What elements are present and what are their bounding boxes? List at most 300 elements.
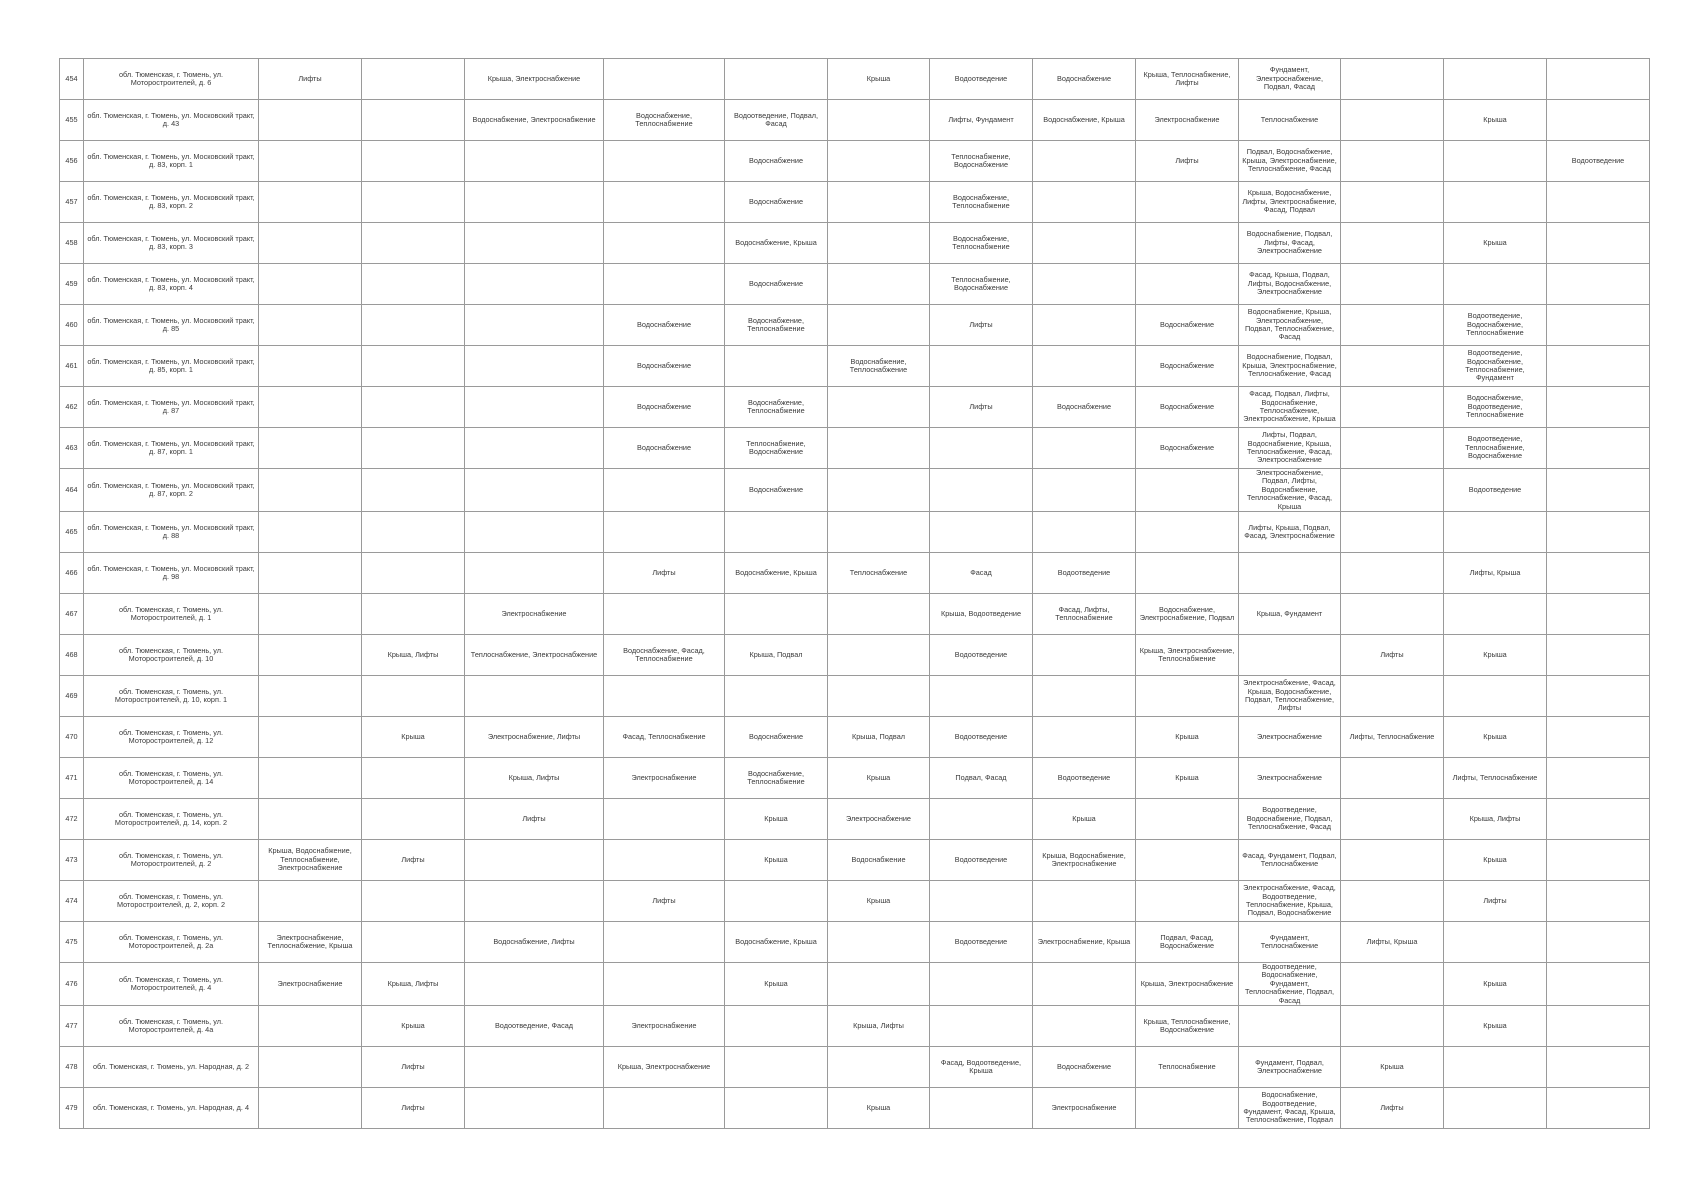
works-cell: Водоотведение [930,922,1033,963]
works-cell [1136,182,1239,223]
table-row [60,387,1650,428]
works-cell: Фасад, Подвал, Лифты, Водоснабжение, Теплоснабжение, Электроснабжение, Крыша [1239,387,1341,428]
works-cell [828,635,930,676]
works-cell [828,182,930,223]
works-cell [362,59,465,100]
works-cell: Электроснабжение [1239,758,1341,799]
works-cell [828,512,930,553]
works-cell [1033,512,1136,553]
works-cell [930,346,1033,387]
works-cell: Водоснабжение, Лифты [465,922,604,963]
row-number: 459 [60,264,84,305]
table-row [60,1088,1650,1129]
works-cell: Крыша [1033,799,1136,840]
works-cell: Крыша, Лифты [362,635,465,676]
works-cell: Крыша [1341,1047,1444,1088]
works-cell [1444,676,1547,717]
works-cell: Водоснабжение, Подвал, Лифты, Фасад, Электроснабжение [1239,223,1341,264]
works-cell: Водоснабжение [725,717,828,758]
works-cell [1033,428,1136,469]
works-cell [725,881,828,922]
works-cell: Фундамент, Электроснабжение, Подвал, Фасад [1239,59,1341,100]
row-number: 462 [60,387,84,428]
works-cell: Водоснабжение, Водоотведение, Фундамент, Фасад, Крыша, Теплоснабжение, Подвал [1239,1088,1341,1129]
works-cell: Крыша, Электроснабжение, Теплоснабжение [1136,635,1239,676]
works-cell: Водоснабжение [1136,428,1239,469]
works-cell [1547,1006,1650,1047]
works-cell [1033,264,1136,305]
works-cell [1033,305,1136,346]
works-cell: Крыша, Лифты [362,963,465,1006]
works-cell [259,635,362,676]
works-cell: Электроснабжение [1136,100,1239,141]
works-cell [604,594,725,635]
works-cell [362,922,465,963]
works-cell [725,1088,828,1129]
works-cell: Водоснабжение [828,840,930,881]
works-cell: Лифты [930,305,1033,346]
works-cell: Водоснабжение [1136,305,1239,346]
works-cell [604,840,725,881]
works-cell [465,182,604,223]
row-number: 472 [60,799,84,840]
works-cell [1547,1088,1650,1129]
works-cell [1444,264,1547,305]
works-cell [725,512,828,553]
works-cell: Электроснабжение [828,799,930,840]
works-cell [362,305,465,346]
works-cell [725,676,828,717]
works-cell [362,881,465,922]
works-cell [259,1006,362,1047]
row-number: 466 [60,553,84,594]
works-cell [465,1047,604,1088]
works-cell: Лифты [362,1088,465,1129]
address-cell: обл. Тюменская, г. Тюмень, ул. Моторостроителей, д. 2 [84,840,259,881]
works-cell: Электроснабжение [259,963,362,1006]
works-cell [828,469,930,512]
table-body [60,59,1650,1129]
works-cell [259,717,362,758]
works-cell [259,264,362,305]
works-cell: Крыша [725,799,828,840]
works-cell: Крыша, Теплоснабжение, Лифты [1136,59,1239,100]
works-cell [1033,717,1136,758]
works-cell: Водоснабжение, Подвал, Крыша, Электроснабжение, Теплоснабжение, Фасад [1239,346,1341,387]
works-cell: Крыша, Водоснабжение, Теплоснабжение, Электроснабжение [259,840,362,881]
works-cell [1341,141,1444,182]
works-cell: Водоснабжение, Теплоснабжение [725,305,828,346]
address-cell: обл. Тюменская, г. Тюмень, ул. Московский тракт, д. 85, корп. 1 [84,346,259,387]
address-cell: обл. Тюменская, г. Тюмень, ул. Московский тракт, д. 83, корп. 4 [84,264,259,305]
works-cell [1136,799,1239,840]
works-cell: Водоснабжение, Электроснабжение [465,100,604,141]
works-cell: Теплоснабжение [1136,1047,1239,1088]
address-cell: обл. Тюменская, г. Тюмень, ул. Московский тракт, д. 98 [84,553,259,594]
works-cell [1341,100,1444,141]
row-number: 461 [60,346,84,387]
row-number: 469 [60,676,84,717]
works-cell [465,428,604,469]
works-cell [604,799,725,840]
works-cell [828,922,930,963]
works-cell [1341,963,1444,1006]
works-cell [828,223,930,264]
works-cell: Лифты [604,881,725,922]
works-cell [362,100,465,141]
works-cell: Фасад, Теплоснабжение [604,717,725,758]
works-cell: Водоснабжение, Электроснабжение, Подвал [1136,594,1239,635]
works-cell: Крыша, Электроснабжение [604,1047,725,1088]
works-cell: Крыша [1136,758,1239,799]
works-cell: Водоотведение [1033,553,1136,594]
row-number: 470 [60,717,84,758]
row-number: 475 [60,922,84,963]
works-cell [1547,428,1650,469]
works-cell: Крыша [1444,840,1547,881]
works-cell [1547,553,1650,594]
works-cell [465,1088,604,1129]
works-cell [604,59,725,100]
table-row [60,717,1650,758]
works-cell [465,469,604,512]
works-cell [1341,182,1444,223]
works-cell [1341,512,1444,553]
works-cell: Электроснабжение [604,1006,725,1047]
works-cell: Крыша [362,1006,465,1047]
works-cell [604,141,725,182]
works-cell [1136,223,1239,264]
works-cell: Электроснабжение [604,758,725,799]
row-number: 473 [60,840,84,881]
works-cell [930,1006,1033,1047]
works-cell [465,387,604,428]
table-row [60,100,1650,141]
works-cell [1341,594,1444,635]
works-cell [1033,469,1136,512]
table-row [60,141,1650,182]
works-cell [1341,346,1444,387]
works-cell: Лифты, Теплоснабжение [1444,758,1547,799]
table-row [60,553,1650,594]
works-cell [362,264,465,305]
row-number: 457 [60,182,84,223]
works-cell [1444,594,1547,635]
works-cell [828,963,930,1006]
works-cell [465,881,604,922]
works-cell [259,100,362,141]
works-cell: Лифты [930,387,1033,428]
works-cell [1547,469,1650,512]
row-number: 478 [60,1047,84,1088]
address-cell: обл. Тюменская, г. Тюмень, ул. Московский тракт, д. 87, корп. 1 [84,428,259,469]
works-cell [725,1047,828,1088]
table-row [60,922,1650,963]
address-cell: обл. Тюменская, г. Тюмень, ул. Моторостроителей, д. 14, корп. 2 [84,799,259,840]
works-cell [828,594,930,635]
works-cell [1033,963,1136,1006]
works-cell [930,469,1033,512]
works-cell [1033,182,1136,223]
works-cell [1033,1006,1136,1047]
works-cell [362,182,465,223]
works-cell [1547,264,1650,305]
works-cell [930,512,1033,553]
works-cell: Крыша, Лифты [465,758,604,799]
works-cell [1136,676,1239,717]
works-cell: Фасад, Водоотведение, Крыша [930,1047,1033,1088]
works-cell: Крыша [725,963,828,1006]
works-cell: Лифты, Крыша, Подвал, Фасад, Электроснабжение [1239,512,1341,553]
address-cell: обл. Тюменская, г. Тюмень, ул. Моторостроителей, д. 10, корп. 1 [84,676,259,717]
works-cell: Подвал, Водоснабжение, Крыша, Электроснабжение, Теплоснабжение, Фасад [1239,141,1341,182]
works-cell [1547,100,1650,141]
works-cell [1341,676,1444,717]
works-cell: Водоснабжение [604,387,725,428]
works-cell: Лифты, Подвал, Водоснабжение, Крыша, Теплоснабжение, Фасад, Электроснабжение [1239,428,1341,469]
works-cell: Теплоснабжение, Водоснабжение [930,264,1033,305]
works-cell [362,346,465,387]
works-cell [1239,635,1341,676]
works-cell [604,182,725,223]
works-cell [465,223,604,264]
works-cell: Водоснабжение [725,182,828,223]
works-cell [604,264,725,305]
works-cell [1547,346,1650,387]
works-cell [465,840,604,881]
works-cell: Фасад, Лифты, Теплоснабжение [1033,594,1136,635]
table-row [60,469,1650,512]
works-cell: Водоотведение [930,840,1033,881]
table-row [60,59,1650,100]
works-cell [1444,59,1547,100]
works-cell [259,1088,362,1129]
works-cell [1547,305,1650,346]
row-number: 467 [60,594,84,635]
works-cell [930,799,1033,840]
works-cell [828,141,930,182]
address-cell: обл. Тюменская, г. Тюмень, ул. Московский тракт, д. 85 [84,305,259,346]
works-cell [1444,141,1547,182]
works-cell [259,346,362,387]
works-cell: Крыша [1444,717,1547,758]
works-cell: Лифты, Фундамент [930,100,1033,141]
works-cell: Электроснабжение [1033,1088,1136,1129]
works-cell: Лифты, Теплоснабжение [1341,717,1444,758]
works-cell [1136,264,1239,305]
works-cell: Водоснабжение [604,346,725,387]
address-cell: обл. Тюменская, г. Тюмень, ул. Московский тракт, д. 83, корп. 3 [84,223,259,264]
works-cell [362,141,465,182]
table-row [60,1006,1650,1047]
row-number: 471 [60,758,84,799]
works-cell [604,676,725,717]
works-cell [259,305,362,346]
table-row [60,305,1650,346]
works-cell [259,881,362,922]
works-cell [1547,676,1650,717]
works-cell: Водоснабжение [725,141,828,182]
works-cell [465,512,604,553]
works-cell: Электроснабжение, Фасад, Крыша, Водоснабжение, Подвал, Теплоснабжение, Лифты [1239,676,1341,717]
works-cell [1033,223,1136,264]
works-cell: Крыша [828,758,930,799]
works-cell: Водоснабжение [725,264,828,305]
works-cell: Водоснабжение, Теплоснабжение [604,100,725,141]
works-cell [1239,553,1341,594]
works-cell: Лифты, Крыша [1341,922,1444,963]
row-number: 479 [60,1088,84,1129]
works-cell [604,1088,725,1129]
row-number: 463 [60,428,84,469]
works-cell [1341,881,1444,922]
works-cell [1547,1047,1650,1088]
works-cell: Водоснабжение, Водоотведение, Теплоснабжение [1444,387,1547,428]
works-cell: Водоснабжение [725,469,828,512]
works-cell: Водоснабжение, Крыша [725,922,828,963]
works-cell [362,594,465,635]
works-cell [1341,387,1444,428]
works-cell: Лифты [1444,881,1547,922]
works-cell: Подвал, Фасад [930,758,1033,799]
works-cell [1547,963,1650,1006]
works-cell [1341,223,1444,264]
address-cell: обл. Тюменская, г. Тюмень, ул. Моторостроителей, д. 10 [84,635,259,676]
works-cell: Лифты [362,1047,465,1088]
row-number: 476 [60,963,84,1006]
table-row [60,594,1650,635]
works-cell: Теплоснабжение, Водоснабжение [725,428,828,469]
works-cell [362,676,465,717]
row-number: 464 [60,469,84,512]
works-cell: Водоотведение, Теплоснабжение, Водоснабжение [1444,428,1547,469]
address-cell: обл. Тюменская, г. Тюмень, ул. Моторостроителей, д. 4 [84,963,259,1006]
address-cell: обл. Тюменская, г. Тюмень, ул. Моторостроителей, д. 14 [84,758,259,799]
works-cell: Водоснабжение, Крыша [725,553,828,594]
works-cell [1136,881,1239,922]
row-number: 474 [60,881,84,922]
works-cell [259,223,362,264]
table-row [60,799,1650,840]
address-cell: обл. Тюменская, г. Тюмень, ул. Московский тракт, д. 83, корп. 1 [84,141,259,182]
works-cell: Крыша [1444,963,1547,1006]
row-number: 458 [60,223,84,264]
works-cell [1136,469,1239,512]
works-schedule-table [59,58,1650,1129]
works-cell [362,469,465,512]
works-cell: Лифты [1136,141,1239,182]
works-cell [1341,469,1444,512]
works-cell [259,1047,362,1088]
works-cell: Лифты [362,840,465,881]
works-cell [259,676,362,717]
works-cell [362,428,465,469]
works-cell: Водоотведение, Водоснабжение, Подвал, Теплоснабжение, Фасад [1239,799,1341,840]
works-cell [1136,840,1239,881]
works-cell [604,469,725,512]
works-cell: Подвал, Фасад, Водоснабжение [1136,922,1239,963]
works-cell [465,553,604,594]
works-cell: Теплоснабжение [828,553,930,594]
works-cell [1033,141,1136,182]
works-cell [465,963,604,1006]
works-cell: Крыша [828,881,930,922]
works-cell [930,963,1033,1006]
address-cell: обл. Тюменская, г. Тюмень, ул. Моторостроителей, д. 4а [84,1006,259,1047]
works-cell: Водоотведение [930,635,1033,676]
works-cell: Водоснабжение [604,305,725,346]
row-number: 460 [60,305,84,346]
works-cell: Электроснабжение, Лифты [465,717,604,758]
works-cell: Водоснабжение [1136,346,1239,387]
address-cell: обл. Тюменская, г. Тюмень, ул. Народная, д. 4 [84,1088,259,1129]
works-cell: Крыша, Электроснабжение [1136,963,1239,1006]
works-cell [259,469,362,512]
works-cell [259,428,362,469]
works-cell: Водоснабжение, Крыша, Электроснабжение, Подвал, Теплоснабжение, Фасад [1239,305,1341,346]
works-cell: Водоснабжение, Крыша [1033,100,1136,141]
works-cell [1547,799,1650,840]
works-cell [259,512,362,553]
works-cell [930,428,1033,469]
works-cell [1341,799,1444,840]
works-cell [1033,676,1136,717]
works-cell [828,387,930,428]
works-cell: Лифты, Крыша [1444,553,1547,594]
works-cell [465,346,604,387]
address-cell: обл. Тюменская, г. Тюмень, ул. Моторостроителей, д. 2, корп. 2 [84,881,259,922]
works-cell [465,141,604,182]
works-cell [1547,182,1650,223]
address-cell: обл. Тюменская, г. Тюмень, ул. Московский тракт, д. 88 [84,512,259,553]
works-cell [465,264,604,305]
table-row [60,963,1650,1006]
works-cell: Крыша, Теплоснабжение, Водоснабжение [1136,1006,1239,1047]
works-cell: Крыша, Лифты [828,1006,930,1047]
works-cell [604,963,725,1006]
works-cell: Электроснабжение, Подвал, Лифты, Водоснабжение, Теплоснабжение, Фасад, Крыша [1239,469,1341,512]
works-cell [828,305,930,346]
address-cell: обл. Тюменская, г. Тюмень, ул. Моторостроителей, д. 2а [84,922,259,963]
works-cell [1341,840,1444,881]
works-cell [362,512,465,553]
works-cell [1033,635,1136,676]
works-cell: Водоснабжение [1033,387,1136,428]
works-cell: Крыша [1136,717,1239,758]
address-cell: обл. Тюменская, г. Тюмень, ул. Моторостроителей, д. 6 [84,59,259,100]
works-cell: Теплоснабжение, Электроснабжение [465,635,604,676]
works-cell [1444,182,1547,223]
address-cell: обл. Тюменская, г. Тюмень, ул. Московский тракт, д. 87, корп. 2 [84,469,259,512]
works-cell [1547,594,1650,635]
works-cell [725,1006,828,1047]
table-row [60,676,1650,717]
works-cell [259,758,362,799]
works-cell [604,512,725,553]
works-cell [1444,1088,1547,1129]
works-cell: Фундамент, Теплоснабжение [1239,922,1341,963]
works-cell: Водоснабжение, Крыша [725,223,828,264]
works-cell [930,676,1033,717]
works-cell: Электроснабжение [465,594,604,635]
works-cell [828,428,930,469]
works-cell [725,594,828,635]
table-row [60,1047,1650,1088]
works-cell [465,305,604,346]
works-cell: Крыша, Водоотведение [930,594,1033,635]
works-cell [1341,59,1444,100]
works-cell [1136,512,1239,553]
